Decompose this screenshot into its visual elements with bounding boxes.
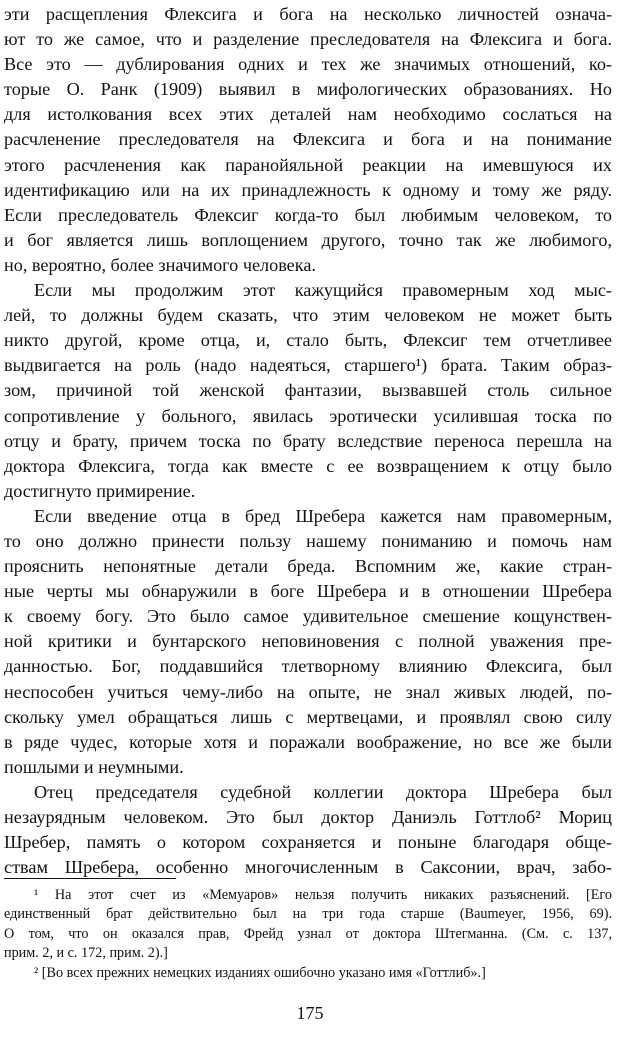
text-line: к своему богу. Это было самое удивительное смешение кощунствен- <box>4 606 612 627</box>
text-line: прояснить непонятные детали бреда. Вспомним же, какие стран- <box>4 556 612 577</box>
footnote-divider <box>4 878 176 879</box>
text-line: выдвигается на роль (надо надеяться, старшего¹) брата. Таким образ- <box>4 355 612 376</box>
footnote-line: ² [Во всех прежних немецких изданиях ошибочно указано имя «Готтлиб».] <box>34 964 486 981</box>
text-line: в ряде чудес, которые хотя и поражали воображение, но все же были <box>4 731 612 752</box>
text-line: неспособен учиться чему-либо на опыте, не знал живых людей, по- <box>4 681 612 702</box>
footnotes <box>4 886 612 983</box>
text-line: сопротивление у больного, явилась эротически усилившая тоска по <box>4 405 612 426</box>
footnote-line: ¹ На этот счет из «Мемуаров» нельзя получить никаких разъяснений. [Его <box>34 887 612 903</box>
text-line: данностью. Бог, поддавшийся тлетворному влиянию Флексига, был <box>4 656 612 677</box>
footnote-line: прим. 2, и с. 172, прим. 2).] <box>4 945 168 962</box>
paragraph-3 <box>4 504 612 780</box>
text-line: ствам Шребера, особенно многочисленным в Саксонии, врач, забо- <box>4 857 612 878</box>
text-line: пошлыми и неумными. <box>4 756 184 777</box>
text-line: лей, то должны будем сказать, что этим человеком не может быть <box>4 305 612 326</box>
text-line: Если преследователь Флексиг когда-то был любимым человеком, то <box>4 204 612 225</box>
paragraph-4 <box>4 780 612 880</box>
text-line: торые О. Ранк (1909) выявил в мифологических образованиях. Но <box>4 79 612 100</box>
text-line: и бог является лишь воплощением другого, точно так же любимого, <box>4 229 612 250</box>
paragraph-2 <box>4 278 612 504</box>
text-line: достигнуто примирение. <box>4 480 196 501</box>
text-line: ные черты мы обнаружили в боге Шребера и в отношении Шребера <box>4 581 612 602</box>
text-line: этого расчленения как паранойяльной реакции на имевшуюся их <box>4 154 612 175</box>
text-line: никто другой, кроме отца, и, стало быть, Флексиг тем отчетливее <box>4 330 612 351</box>
text-line: зом, причиной той женской фантазии, вызвавшей столь сильное <box>4 380 612 401</box>
text-line: Если введение отца в бред Шребера кажется нам правомерным, <box>34 505 612 526</box>
text-line: то оно должно принести пользу нашему пониманию и помочь нам <box>4 530 612 551</box>
text-line: но, вероятно, более значимого человека. <box>4 254 316 275</box>
text-line: скольку умел обращаться лишь с мертвецами, и проявлял свою силу <box>4 706 612 727</box>
text-line: доктора Флексига, тогда как вместе с ее возвращением к отцу было <box>4 455 612 476</box>
text-line: эти расщепления Флексига и бога на несколько личностей означа- <box>4 4 612 24</box>
paragraph-1 <box>4 2 612 278</box>
text-line: Шребер, память о котором сохраняется и поныне благодаря обще- <box>4 832 612 853</box>
text-line: отцу и брату, причем тоска по брату вследствие переноса перешла на <box>4 430 612 451</box>
footnote-line: единственный брат действительно был на три года старше (Baumeyer, 1956, 69). <box>4 906 612 923</box>
text-line: для истолкования всех этих деталей нам необходимо сослаться на <box>4 104 612 125</box>
text-line: ют то же самое, что и разделение преследователя на Флексига и бога. <box>4 29 612 50</box>
text-line: расчленение преследователя на Флексига и бога и на понимание <box>4 129 612 150</box>
text-line: Если мы продолжим этот кажущийся правомерным ход мыс- <box>34 280 612 301</box>
text-line: ной критики и бунтарского неповиновения с полной уважения пре- <box>4 631 612 652</box>
footnote-line: О том, что он оказался прав, Фрейд узнал от доктора Штегманна. (См. с. 137, <box>4 925 612 942</box>
text-line: Все это — дублирования одних и тех же значимых отношений, ко- <box>4 54 612 75</box>
text-line: незаурядным человеком. Это был доктор Даниэль Готтлоб² Мориц <box>4 807 612 827</box>
text-line: идентификацию или на их принадлежность к одному и тому же ряду. <box>4 179 612 200</box>
text-line: Отец председателя судебной коллегии доктора Шребера был <box>34 781 612 802</box>
main-text <box>4 2 612 880</box>
page-number: 175 <box>296 1003 324 1023</box>
